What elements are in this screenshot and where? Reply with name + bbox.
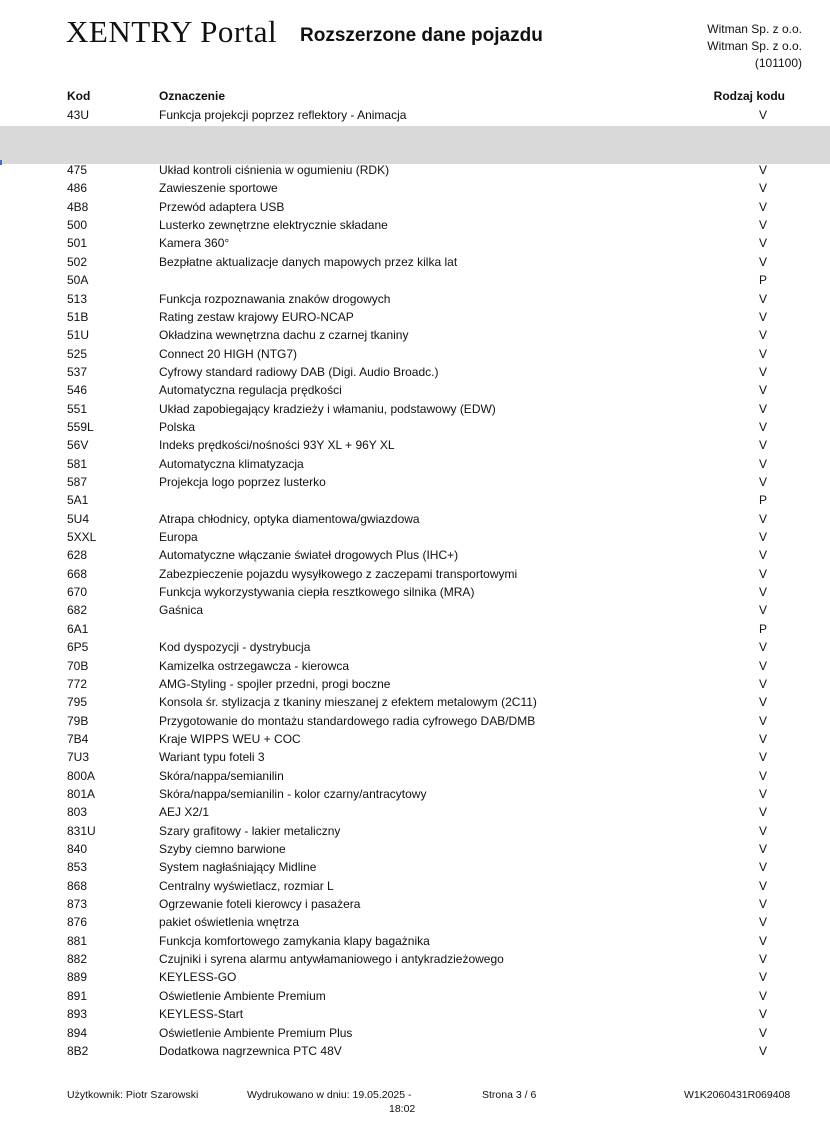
row-code-type: P (758, 621, 767, 636)
row-code: 551 (67, 401, 88, 416)
column-header-code-type: Rodzaj kodu (713, 89, 785, 103)
column-header-description: Oznaczenie (159, 89, 226, 103)
row-code: 51U (67, 328, 90, 343)
row-code-type: V (758, 860, 767, 875)
table-row (0, 326, 830, 344)
row-description: Automatyczne włączanie świateł drogowych Plus (IHC+) (159, 548, 459, 563)
row-description: Funkcja projekcji poprzez reflektory - Animacja (159, 108, 407, 122)
row-code-type: V (758, 878, 767, 893)
row-code: 70B (67, 658, 89, 673)
row-code: 7B4 (67, 731, 89, 746)
table-row (0, 858, 830, 876)
row-code: 853 (67, 860, 88, 875)
row-code: 801A (67, 786, 96, 801)
row-code: 43U (67, 108, 90, 122)
row-description: AEJ X2/1 (159, 805, 210, 820)
table-row (0, 546, 830, 564)
row-code-type: V (758, 199, 767, 214)
row-code-type: V (758, 1025, 767, 1040)
row-code: 894 (67, 1025, 88, 1040)
row-description: AMG-Styling - spojler przedni, progi boczne (159, 676, 391, 691)
table-row (0, 271, 830, 289)
row-description: Oświetlenie Ambiente Premium (159, 988, 326, 1003)
row-description: KEYLESS-GO (159, 970, 237, 985)
row-code: 868 (67, 878, 88, 893)
row-code-type: V (758, 309, 767, 324)
row-code-type: V (758, 713, 767, 728)
row-description: Indeks prędkości/nośności 93Y XL + 96Y XL (159, 438, 395, 453)
row-code: 5U4 (67, 511, 90, 526)
row-description: KEYLESS-Start (159, 1007, 244, 1022)
row-code: 882 (67, 952, 88, 967)
row-code: 559L (67, 419, 94, 434)
row-description: Ogrzewanie foteli kierowcy i pasażera (159, 897, 361, 911)
row-code: 513 (67, 291, 88, 306)
row-code: 4B8 (67, 199, 89, 214)
row-description: pakiet oświetlenia wnętrza (159, 915, 300, 930)
table-row (0, 1024, 830, 1042)
row-description: Automatyczna regulacja prędkości (159, 383, 342, 398)
row-code-type: V (758, 933, 767, 948)
row-description: Funkcja rozpoznawania znaków drogowych (159, 291, 391, 306)
row-description: Kamera 360° (159, 236, 230, 251)
row-code-type: V (758, 988, 767, 1003)
company-name: Witman Sp. z o.o. (707, 22, 802, 36)
row-code-type: V (758, 548, 767, 563)
row-code-type: V (758, 419, 767, 434)
table-row (0, 455, 830, 473)
row-description: Skóra/nappa/semianilin - kolor czarny/antracytowy (159, 786, 427, 801)
table-row (0, 436, 830, 454)
column-header-code: Kod (67, 89, 91, 103)
table-row (0, 381, 830, 399)
row-code-type: V (758, 1043, 767, 1058)
row-description: Projekcja logo poprzez lusterko (159, 475, 326, 489)
row-description: Szary grafitowy - lakier metaliczny (159, 823, 341, 838)
table-row (0, 601, 830, 619)
table-row (0, 510, 830, 528)
row-code-type: V (758, 346, 767, 361)
table-row (0, 198, 830, 216)
row-code-type: V (758, 218, 767, 233)
row-code-type: V (758, 768, 767, 783)
table-row (0, 767, 830, 785)
row-description: Okładzina wewnętrzna dachu z czarnej tkaniny (159, 328, 409, 343)
row-code: 587 (67, 475, 88, 489)
row-code-type: V (758, 401, 767, 416)
table-row (0, 840, 830, 858)
row-code: 56V (67, 438, 89, 453)
row-code-type: V (758, 530, 767, 544)
footer-vin: W1K2060431R069408 (684, 1089, 791, 1101)
row-code-type: V (758, 676, 767, 691)
row-description: Układ zapobiegający kradzieży i włamaniu, podstawowy (EDW) (159, 401, 496, 416)
xentry-portal-logo: XENTRY Portal (66, 14, 278, 49)
table-row (0, 822, 830, 840)
row-code: 831U (67, 823, 96, 838)
row-description: Kraje WIPPS WEU + COC (159, 731, 301, 746)
row-code-type: V (758, 750, 767, 765)
row-code-type: V (758, 585, 767, 599)
company-block (707, 21, 802, 72)
row-description: Zawieszenie sportowe (159, 181, 278, 196)
table-row (0, 693, 830, 711)
row-description: Europa (159, 530, 198, 544)
table-row (0, 913, 830, 931)
table-row (0, 528, 830, 546)
row-code-type: V (758, 786, 767, 801)
row-code-type: V (758, 897, 767, 911)
row-code: 889 (67, 970, 88, 985)
row-code: 581 (67, 456, 88, 471)
row-code: 8B2 (67, 1043, 89, 1058)
row-code-type: V (758, 383, 767, 398)
table-row (0, 950, 830, 968)
row-description: Connect 20 HIGH (NTG7) (159, 346, 298, 361)
row-description: Bezpłatne aktualizacje danych mapowych przez kilka lat (159, 254, 458, 269)
row-code-type: V (758, 254, 767, 269)
row-code: 893 (67, 1007, 88, 1022)
row-code-type: V (758, 731, 767, 746)
row-description: Cyfrowy standard radiowy DAB (Digi. Audio Broadc.) (159, 364, 439, 379)
footer-print-date (247, 1088, 417, 1116)
row-description: Kod dyspozycji - dystrybucja (159, 640, 311, 655)
row-description: Funkcja komfortowego zamykania klapy bagażnika (159, 933, 430, 948)
footer-page-number: Strona 3 / 6 (482, 1089, 537, 1101)
table-row (0, 785, 830, 803)
row-code: 475 (67, 163, 88, 177)
row-code-type: V (758, 364, 767, 379)
row-code-type: V (758, 328, 767, 343)
row-description: Szyby ciemno barwione (159, 842, 286, 856)
table-row (0, 895, 830, 913)
table-row (0, 1042, 830, 1060)
row-code: 803 (67, 805, 88, 820)
row-code: 876 (67, 915, 88, 930)
table-row (0, 491, 830, 509)
table-row (0, 620, 830, 638)
row-code: 668 (67, 566, 88, 581)
row-code: 537 (67, 364, 88, 379)
row-code-type: V (758, 181, 767, 196)
page-title: Rozszerzone dane pojazdu (300, 25, 543, 46)
row-code: 501 (67, 236, 88, 251)
row-code-type: V (758, 842, 767, 856)
row-code: 50A (67, 273, 89, 288)
footer-print-date-text: Wydrukowano w dniu: 19.05.2025 - (247, 1089, 412, 1101)
row-description: Oświetlenie Ambiente Premium Plus (159, 1025, 353, 1040)
row-code-type: V (758, 952, 767, 967)
row-code: 79B (67, 713, 89, 728)
row-code-type: V (758, 823, 767, 838)
row-description: Zabezpieczenie pojazdu wysyłkowego z zaczepami transportowymi (159, 566, 518, 581)
table-row (0, 657, 830, 675)
table-row (0, 730, 830, 748)
table-row (0, 968, 830, 986)
row-description: Skóra/nappa/semianilin (159, 768, 284, 783)
row-code: 891 (67, 988, 88, 1003)
row-code: 670 (67, 585, 88, 599)
table-row (0, 253, 830, 271)
table-row (0, 987, 830, 1005)
table-row (0, 583, 830, 601)
row-description: Wariant typu foteli 3 (159, 750, 265, 765)
table-row (0, 418, 830, 436)
row-code: 840 (67, 842, 88, 856)
row-code: 772 (67, 676, 88, 691)
row-code-type: P (758, 493, 767, 508)
row-code: 6P5 (67, 640, 89, 655)
row-code-type: V (758, 511, 767, 526)
row-code: 51B (67, 309, 89, 324)
row-code-type: V (758, 603, 767, 618)
row-description: Kamizelka ostrzegawcza - kierowca (159, 658, 350, 673)
row-description: Układ kontroli ciśnienia w ogumieniu (RDK) (159, 163, 390, 177)
table-row (0, 216, 830, 234)
table-row (0, 932, 830, 950)
row-code: 5A1 (67, 493, 89, 508)
table-row (0, 565, 830, 583)
table-row (0, 290, 830, 308)
row-code: 682 (67, 603, 88, 618)
row-code-type: V (758, 236, 767, 251)
row-description: Polska (159, 419, 196, 434)
row-description: Konsola śr. stylizacja z tkaniny mieszanej z efektem metalowym (2C11) (159, 695, 537, 710)
row-code-type: V (758, 475, 767, 489)
row-code: 795 (67, 695, 88, 710)
row-description: Przewód adaptera USB (159, 199, 285, 214)
row-description: Automatyczna klimatyzacja (159, 456, 304, 471)
row-code: 881 (67, 933, 88, 948)
row-code-type: V (758, 658, 767, 673)
company-code: (101100) (754, 56, 802, 70)
table-row (0, 308, 830, 326)
row-code-type: V (758, 640, 767, 655)
table-row (0, 803, 830, 821)
row-code-type: V (758, 915, 767, 930)
table-row (0, 345, 830, 363)
row-code-type: V (758, 163, 767, 177)
row-code: 546 (67, 383, 88, 398)
row-code: 525 (67, 346, 88, 361)
footer-print-time: 18:02 (389, 1103, 416, 1115)
row-description: Lusterko zewnętrzne elektrycznie składane (159, 218, 388, 233)
table-row (0, 748, 830, 766)
table-row (0, 161, 830, 179)
table-row (0, 877, 830, 895)
row-code-type: V (758, 291, 767, 306)
row-code-type: V (758, 438, 767, 453)
table-row (0, 712, 830, 730)
row-code: 5XXL (67, 530, 97, 544)
row-description: Przygotowanie do montażu standardowego radia cyfrowego DAB/DMB (159, 713, 536, 728)
page-break-band (0, 126, 830, 164)
table-row (0, 363, 830, 381)
row-code-type: V (758, 456, 767, 471)
row-code-type: V (758, 108, 767, 122)
table-row (0, 106, 830, 124)
row-description: System nagłaśniający Midline (159, 860, 317, 875)
row-code: 500 (67, 218, 88, 233)
row-code: 486 (67, 181, 88, 196)
table-row (0, 234, 830, 252)
row-code: 628 (67, 548, 88, 563)
row-code-type: V (758, 970, 767, 985)
table-row (0, 400, 830, 418)
row-description: Atrapa chłodnicy, optyka diamentowa/gwiazdowa (159, 511, 420, 526)
row-code-type: V (758, 805, 767, 820)
row-code-type: P (758, 273, 767, 288)
row-code: 873 (67, 897, 88, 911)
table-row (0, 675, 830, 693)
row-code-type: V (758, 1007, 767, 1022)
row-code: 7U3 (67, 750, 90, 765)
row-code: 6A1 (67, 621, 89, 636)
row-description: Centralny wyświetlacz, rozmiar L (159, 878, 334, 893)
table-row (0, 179, 830, 197)
row-code: 800A (67, 768, 96, 783)
footer-user: Użytkownik: Piotr Szarowski (67, 1089, 199, 1101)
row-description: Funkcja wykorzystywania ciepła resztkowego silnika (MRA) (159, 585, 475, 599)
table-row (0, 638, 830, 656)
table-row (0, 473, 830, 491)
row-code-type: V (758, 566, 767, 581)
row-code: 502 (67, 254, 88, 269)
row-description: Czujniki i syrena alarmu antywłamaniowego i antykradzieżowego (159, 952, 504, 967)
row-description: Dodatkowa nagrzewnica PTC 48V (159, 1043, 342, 1058)
company-name-2: Witman Sp. z o.o. (707, 39, 802, 53)
row-description: Gaśnica (159, 603, 204, 618)
row-description: Rating zestaw krajowy EURO-NCAP (159, 309, 354, 324)
row-code-type: V (758, 695, 767, 710)
table-row (0, 1005, 830, 1023)
